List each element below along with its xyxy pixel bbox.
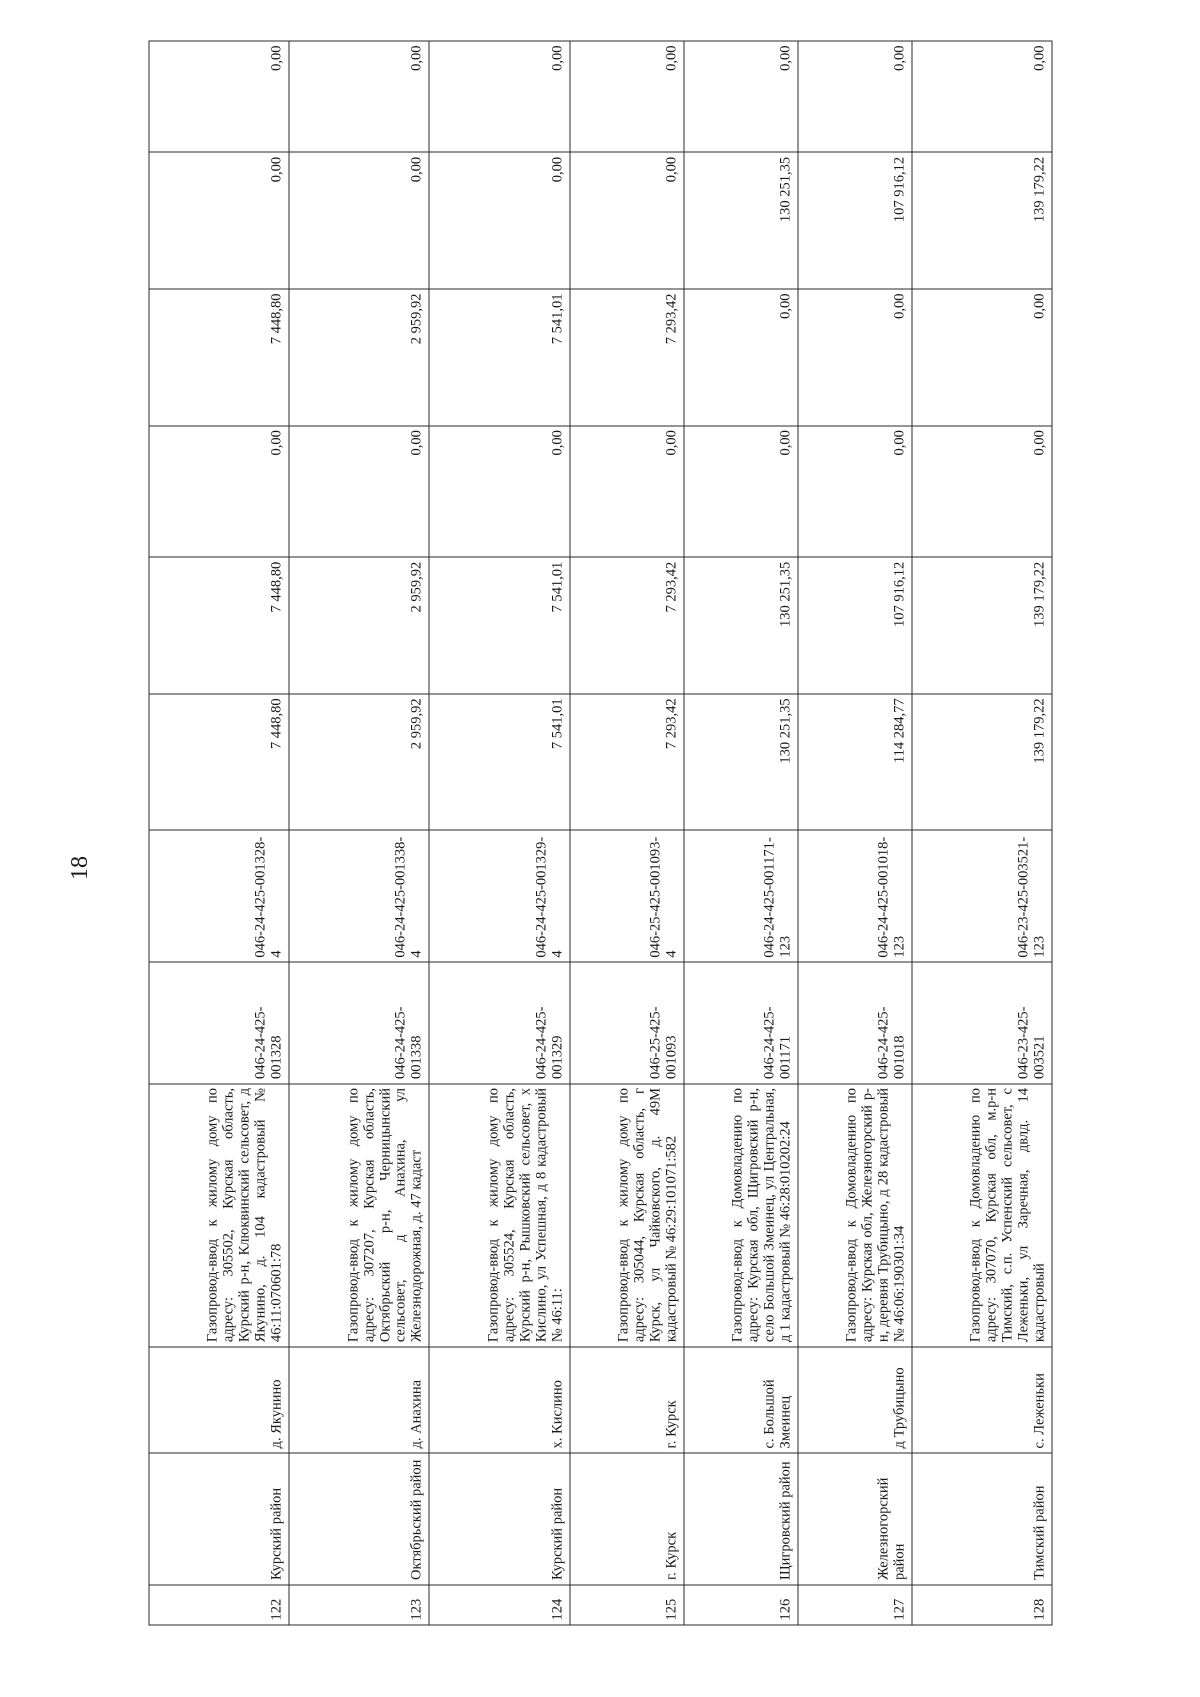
cell-row-number: 122 bbox=[149, 1585, 289, 1625]
cell-locality: д Трубицыно bbox=[797, 1347, 911, 1453]
cell-value-col-1: 7 293,42 bbox=[569, 694, 683, 831]
cell-value-col-1: 139 179,22 bbox=[911, 694, 1051, 831]
cell-inventory-number: 046-25-425-001093 bbox=[569, 962, 683, 1083]
table-row bbox=[797, 41, 911, 1625]
cell-value-col-3: 0,00 bbox=[149, 426, 289, 558]
cell-inventory-number: 046-24-425-001018 bbox=[797, 962, 911, 1083]
cell-value-col-4: 0,00 bbox=[911, 289, 1051, 426]
table-row bbox=[289, 41, 429, 1625]
cell-row-number: 126 bbox=[683, 1585, 797, 1625]
cell-object-description: Газопровод-ввод к Домовладению по адресу: Курская обл, Железногорский р-н, деревня Трубицыно, д 28 кадастровый № 46:06:190301:34 bbox=[797, 1084, 911, 1347]
cell-value-col-5: 139 179,22 bbox=[911, 152, 1051, 289]
table-row bbox=[911, 41, 1051, 1625]
cell-value-col-6: 0,00 bbox=[429, 41, 569, 152]
cell-value-col-5: 0,00 bbox=[289, 152, 429, 289]
cell-locality: д. Анахина bbox=[289, 1347, 429, 1453]
cell-value-col-3: 0,00 bbox=[911, 426, 1051, 558]
cell-inventory-number: 046-23-425-003521 bbox=[911, 962, 1051, 1083]
registry-table bbox=[148, 41, 1052, 1626]
cell-locality: х. Кислино bbox=[429, 1347, 569, 1453]
table-row bbox=[569, 41, 683, 1625]
cell-locality: с. Леженьки bbox=[911, 1347, 1051, 1453]
cell-district: г. Курск bbox=[569, 1453, 683, 1585]
cell-value-col-1: 130 251,35 bbox=[683, 694, 797, 831]
cell-value-col-6: 0,00 bbox=[289, 41, 429, 152]
cell-object-description: Газопровод-ввод к Домовладению по адресу: 307070, Курская обл, м.р-н Тимский, с.п. Успенский сельсовет, с Леженьки, ул Заречная, двлд. 14 кадастровый bbox=[911, 1084, 1051, 1347]
cell-value-col-5: 0,00 bbox=[149, 152, 289, 289]
cell-inventory-number: 046-24-425-001171 bbox=[683, 962, 797, 1083]
cell-registry-number: 046-24-425-001328-4 bbox=[149, 830, 289, 962]
cell-value-col-4: 7 293,42 bbox=[569, 289, 683, 426]
cell-value-col-5: 0,00 bbox=[569, 152, 683, 289]
cell-district: Тимский район bbox=[911, 1453, 1051, 1585]
cell-value-col-3: 0,00 bbox=[569, 426, 683, 558]
cell-value-col-6: 0,00 bbox=[797, 41, 911, 152]
cell-row-number: 124 bbox=[429, 1585, 569, 1625]
cell-object-description: Газопровод-ввод к жилому дому по адресу: 305524, Курская область, Курский р-н, Рышковский сельсовет, х Кислино, ул Успешная, д 8 кадастровый № 46:11: bbox=[429, 1084, 569, 1347]
cell-value-col-2: 7 448,80 bbox=[149, 557, 289, 694]
cell-object-description: Газопровод-ввод к жилому дому по адресу: 305502, Курская область, Курский р-н, Клюквинский сельсовет, д Якунино, д. 104 кадастровый № 46:11:070601:78 bbox=[149, 1084, 289, 1347]
cell-value-col-2: 130 251,35 bbox=[683, 557, 797, 694]
cell-row-number: 125 bbox=[569, 1585, 683, 1625]
page-number: 18 bbox=[67, 856, 93, 880]
table-row bbox=[149, 41, 289, 1625]
cell-value-col-2: 139 179,22 bbox=[911, 557, 1051, 694]
rotated-table-wrapper bbox=[148, 41, 1052, 1626]
cell-district: Октябрьский район bbox=[289, 1453, 429, 1585]
cell-row-number: 127 bbox=[797, 1585, 911, 1625]
cell-registry-number: 046-23-425-003521-123 bbox=[911, 830, 1051, 962]
cell-object-description: Газопровод-ввод к Домовладению по адресу: Курская обл, Щигровский р-н, село Большой Змеинец, ул Центральная, д 1 кадастровый № 46:28:010202:24 bbox=[683, 1084, 797, 1347]
cell-value-col-4: 0,00 bbox=[683, 289, 797, 426]
cell-registry-number: 046-24-425-001171-123 bbox=[683, 830, 797, 962]
cell-inventory-number: 046-24-425-001329 bbox=[429, 962, 569, 1083]
cell-value-col-3: 0,00 bbox=[429, 426, 569, 558]
cell-registry-number: 046-25-425-001093-4 bbox=[569, 830, 683, 962]
cell-district: Железногорский район bbox=[797, 1453, 911, 1585]
cell-inventory-number: 046-24-425-001338 bbox=[289, 962, 429, 1083]
cell-value-col-4: 0,00 bbox=[797, 289, 911, 426]
cell-value-col-4: 2 959,92 bbox=[289, 289, 429, 426]
cell-value-col-3: 0,00 bbox=[289, 426, 429, 558]
cell-district: Курский район bbox=[149, 1453, 289, 1585]
cell-object-description: Газопровод-ввод к жилому дому по адресу: 305044, Курская область, г Курск, ул Чайковского, д. 49М кадастровый № 46:29:101071:582 bbox=[569, 1084, 683, 1347]
cell-value-col-6: 0,00 bbox=[569, 41, 683, 152]
cell-locality: с. Большой Змеинец bbox=[683, 1347, 797, 1453]
cell-inventory-number: 046-24-425-001328 bbox=[149, 962, 289, 1083]
cell-registry-number: 046-24-425-001018-123 bbox=[797, 830, 911, 962]
cell-value-col-2: 7 293,42 bbox=[569, 557, 683, 694]
cell-value-col-3: 0,00 bbox=[683, 426, 797, 558]
cell-value-col-1: 7 448,80 bbox=[149, 694, 289, 831]
cell-value-col-1: 7 541,01 bbox=[429, 694, 569, 831]
cell-value-col-6: 0,00 bbox=[683, 41, 797, 152]
cell-object-description: Газопровод-ввод к жилому дому по адресу: 307207, Курская область, Октябрьский р-н, Черницынский сельсовет, д Анахина, ул Железнодорожная, д. 47 кадаст bbox=[289, 1084, 429, 1347]
cell-value-col-4: 7 448,80 bbox=[149, 289, 289, 426]
cell-locality: д. Якунино bbox=[149, 1347, 289, 1453]
cell-registry-number: 046-24-425-001338-4 bbox=[289, 830, 429, 962]
cell-value-col-5: 0,00 bbox=[429, 152, 569, 289]
table-row bbox=[683, 41, 797, 1625]
cell-registry-number: 046-24-425-001329-4 bbox=[429, 830, 569, 962]
cell-locality: г. Курск bbox=[569, 1347, 683, 1453]
cell-value-col-1: 2 959,92 bbox=[289, 694, 429, 831]
cell-value-col-2: 7 541,01 bbox=[429, 557, 569, 694]
cell-value-col-5: 130 251,35 bbox=[683, 152, 797, 289]
cell-district: Щигровский район bbox=[683, 1453, 797, 1585]
cell-value-col-4: 7 541,01 bbox=[429, 289, 569, 426]
cell-row-number: 123 bbox=[289, 1585, 429, 1625]
cell-value-col-1: 114 284,77 bbox=[797, 694, 911, 831]
cell-value-col-2: 107 916,12 bbox=[797, 557, 911, 694]
cell-district: Курский район bbox=[429, 1453, 569, 1585]
cell-value-col-2: 2 959,92 bbox=[289, 557, 429, 694]
cell-value-col-6: 0,00 bbox=[149, 41, 289, 152]
cell-value-col-3: 0,00 bbox=[797, 426, 911, 558]
cell-row-number: 128 bbox=[911, 1585, 1051, 1625]
table-body bbox=[149, 41, 1052, 1625]
table-row bbox=[429, 41, 569, 1625]
cell-value-col-6: 0,00 bbox=[911, 41, 1051, 152]
cell-value-col-5: 107 916,12 bbox=[797, 152, 911, 289]
